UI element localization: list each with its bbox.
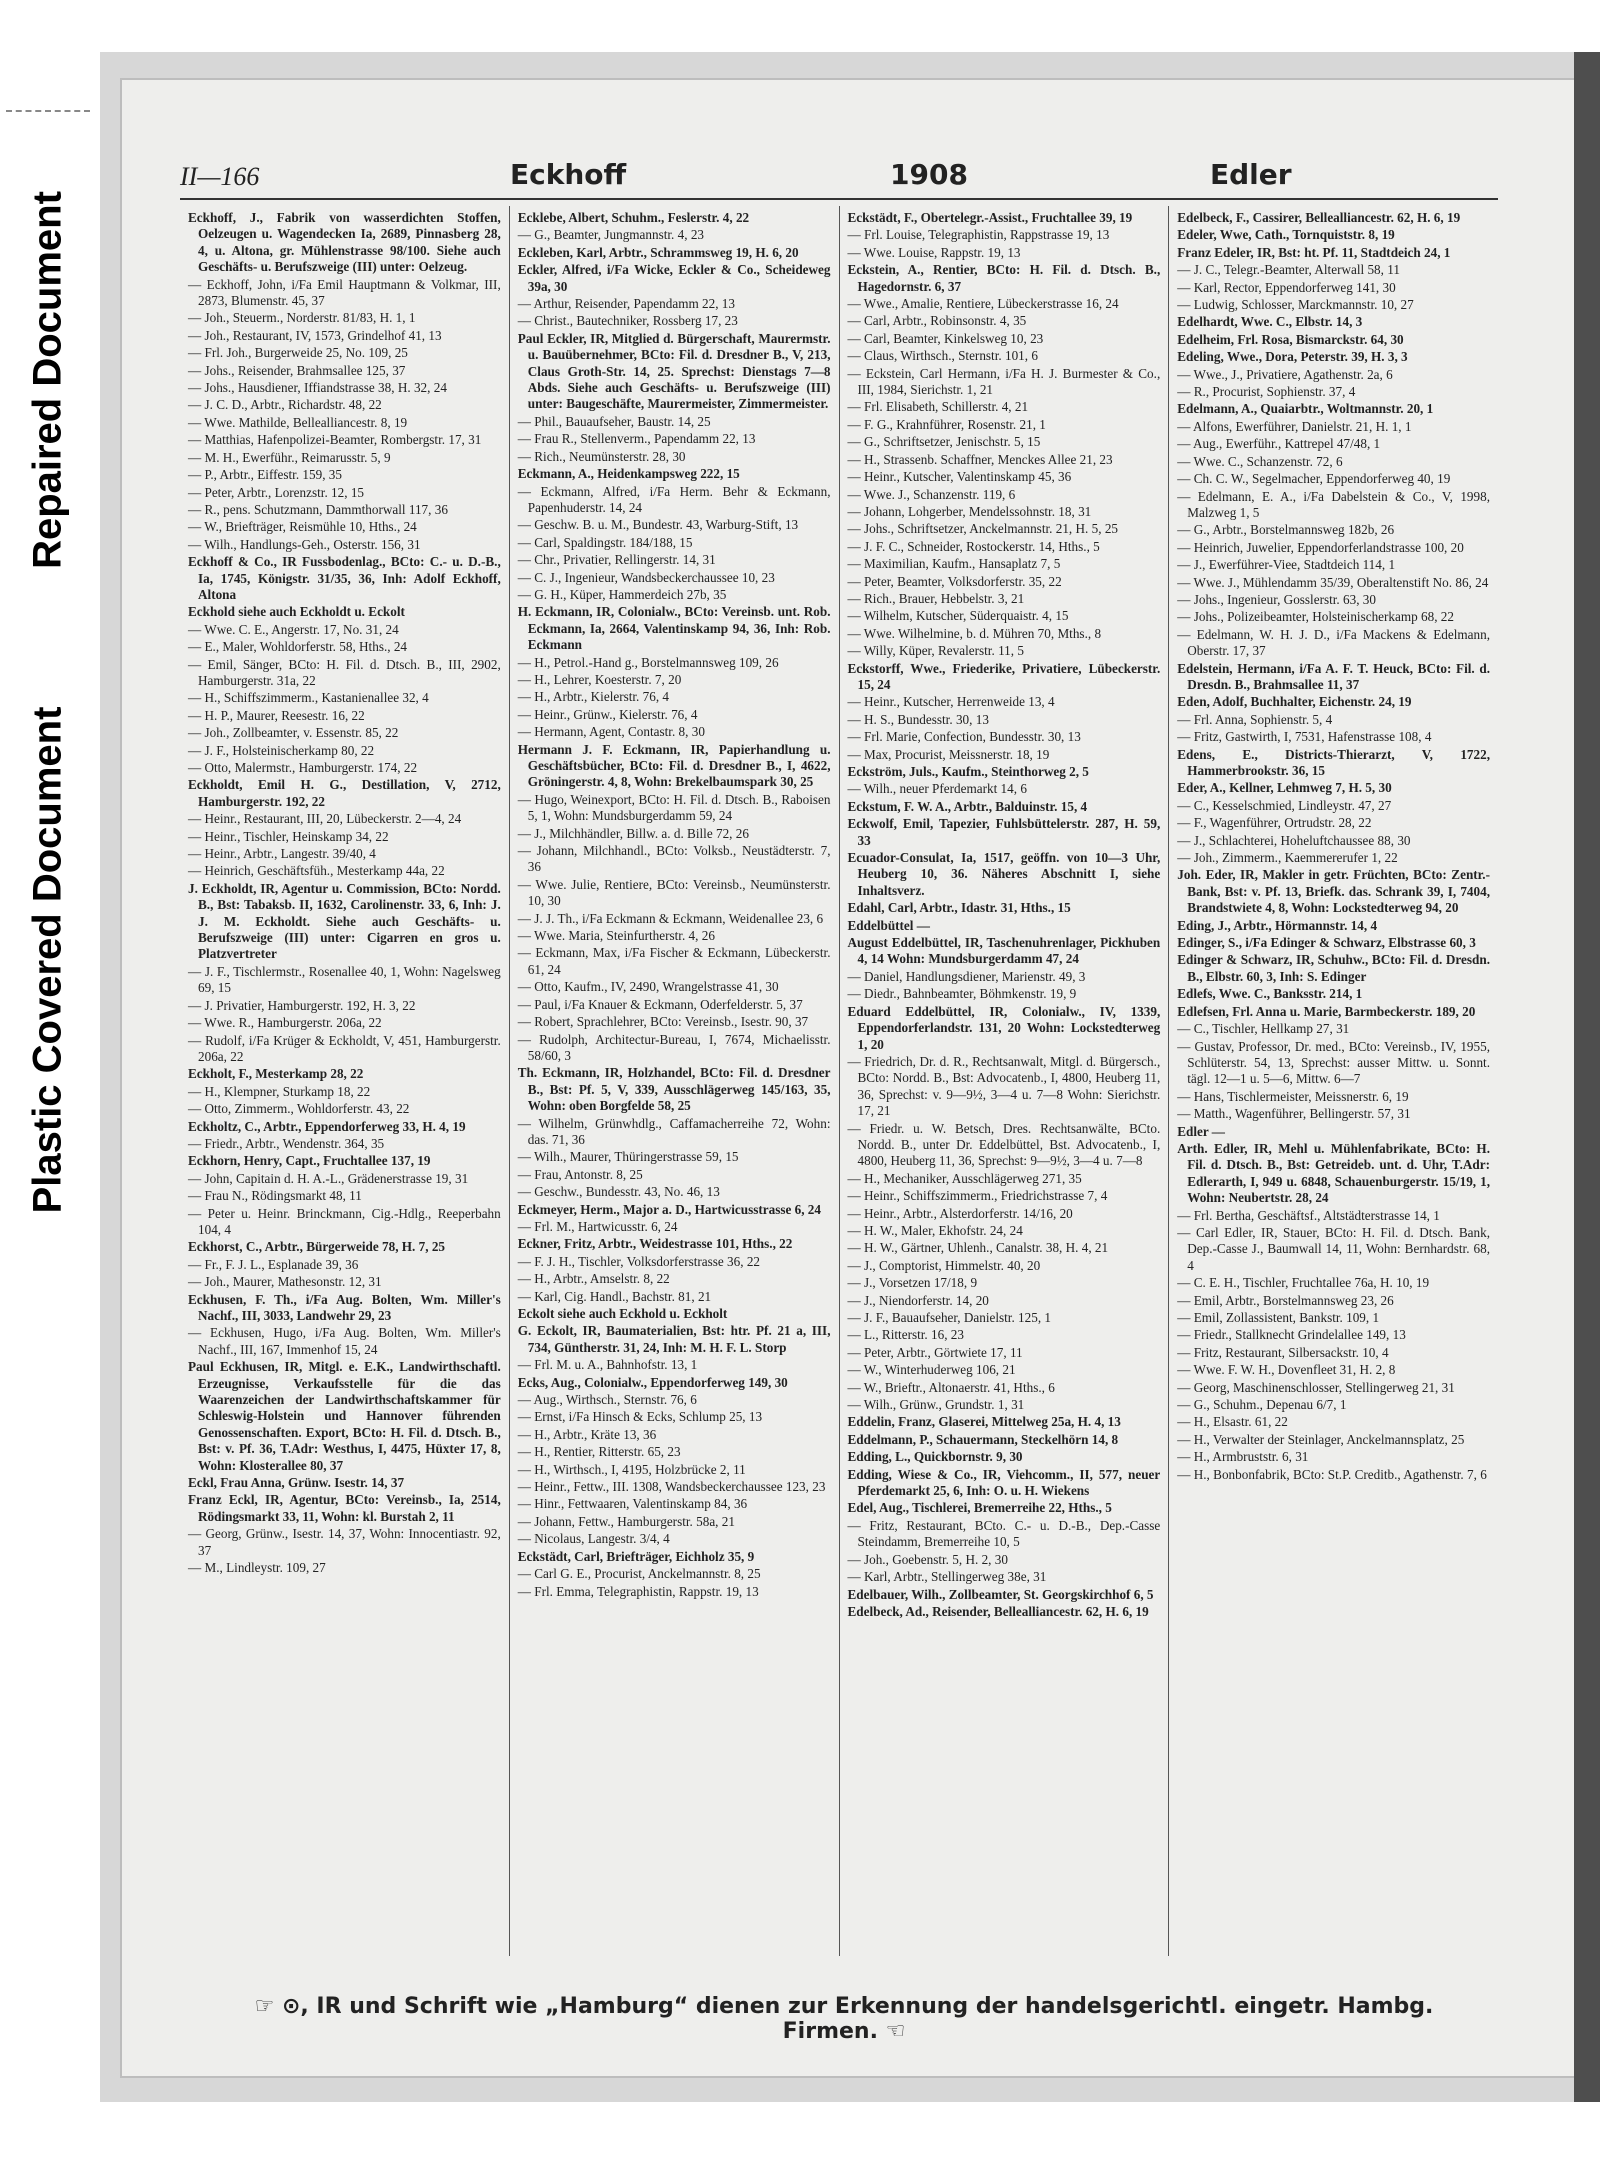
- directory-entry: — Geschw., Bundesstr. 43, No. 46, 13: [517, 1184, 720, 1200]
- directory-entry: Eckwolf, Emil, Tapezier, Fuhlsbüttelerstr. 287, H. 59, 33: [847, 816, 1161, 848]
- directory-entry: — John, Capitain d. H. A.-L., Grädenerstrasse 19, 31: [188, 1170, 469, 1186]
- directory-entry: Edel, Aug., Tischlerei, Bremerreihe 22, Hths., 5: [847, 1500, 1112, 1516]
- column-4: [1169, 206, 1498, 1956]
- column-2: [510, 206, 840, 1956]
- directory-entry: — Wilh., Maurer, Thüringerstrasse 59, 15: [517, 1149, 739, 1165]
- directory-entry: — Otto, Malermstr., Hamburgerstr. 174, 22: [188, 760, 418, 775]
- directory-entry: — J., Schlachterei, Hoheluftchaussee 88, 30: [1177, 832, 1411, 848]
- directory-entry: Eckholtz, C., Arbtr., Eppendorferweg 33, H. 4, 19: [188, 1118, 466, 1134]
- directory-entry: — H., Elsastr. 61, 22: [1177, 1414, 1288, 1430]
- directory-entry: Edlefsen, Frl. Anna u. Marie, Barmbeckerstr. 189, 20: [1177, 1003, 1476, 1019]
- directory-entry: — Karl, Cig. Handl., Bachstr. 81, 21: [517, 1288, 712, 1304]
- directory-entry: August Eddelbüttel, IR, Taschenuhrenlager, Pickhuben 4, 14 Wohn: Mundsburgerdamm 47, 24: [847, 935, 1161, 967]
- directory-entry: — J. J. Th., i/Fa Eckmann & Eckmann, Weidenallee 23, 6: [517, 910, 824, 926]
- directory-entry: — Rudolf, i/Fa Krüger & Eckholdt, V, 451, Hamburgerstr. 206a, 22: [188, 1032, 501, 1064]
- directory-entry: — H., Wirthsch., I, 4195, Holzbrücke 2, 11: [517, 1461, 746, 1477]
- directory-entry: — Edelmann, W. H. J. D., i/Fa Mackens & Edelmann, Oberstr. 17, 37: [1177, 626, 1490, 659]
- directory-entry: — Eckstein, Carl Hermann, i/Fa H. J. Burmester & Co., III, 1984, Sierichstr. 1, 21: [847, 365, 1161, 398]
- directory-entry: — Emil, Arbtr., Borstelmannsweg 23, 26: [1177, 1292, 1394, 1308]
- directory-entry: Eddelmann, P., Schauermann, Steckelhörn 14, 8: [847, 1431, 1119, 1447]
- directory-entry: — Frl. Anna, Sophienstr. 5, 4: [1177, 711, 1333, 727]
- directory-entry: — Heinrich, Juwelier, Eppendorferlandstrasse 100, 20: [1177, 539, 1464, 555]
- directory-entry: Edding, L., Quickbornstr. 9, 30: [847, 1449, 1023, 1465]
- directory-entry: — Emil, Sänger, BCto: H. Fil. d. Dtsch. B., III, 2902, Hamburgerstr. 31a, 22: [188, 656, 501, 688]
- directory-entry: — Wwe. Julie, Rentiere, BCto: Vereinsb., Neumünsterstr. 10, 30: [517, 876, 831, 909]
- directory-entry: — Frl. M. u. A., Bahnhofstr. 13, 1: [517, 1357, 698, 1373]
- directory-columns: [180, 206, 1498, 1956]
- directory-entry: — Joh., Zollbeamter, v. Essenstr. 85, 22: [188, 725, 399, 741]
- directory-entry: Eckmann, A., Heidenkampsweg 222, 15: [517, 466, 740, 482]
- directory-entry: — Heinr., Restaurant, III, 20, Lübeckerstr. 2—4, 24: [188, 811, 462, 827]
- directory-entry: — Wwe. J., Mühlendamm 35/39, Oberaltenstift No. 86, 24: [1177, 574, 1489, 590]
- directory-page: [120, 78, 1578, 2078]
- directory-entry: — Rich., Brauer, Hebbelstr. 3, 21: [847, 590, 1025, 606]
- directory-entry: — W., Winterhuderweg 106, 21: [847, 1362, 1016, 1378]
- directory-entry: — Frl. Louise, Telegraphistin, Rappstrasse 19, 13: [847, 227, 1110, 243]
- page-edge-shadow: [1574, 52, 1600, 2102]
- cut-line: [6, 110, 90, 114]
- directory-entry: — Wwe. Wilhelmine, b. d. Mühren 70, Mths., 8: [847, 625, 1102, 641]
- directory-entry: Edelmann, A., Quaiarbtr., Woltmannstr. 20, 1: [1177, 401, 1434, 417]
- directory-entry: Eckhoff, J., Fabrik von wasserdichten Stoffen, Oelzeugen u. Wagendecken Ia, 2689, Pinnasberg 28, 4, u. Altona, gr. Mühlenstrasse 98/100. Siehe auch Geschäfts- u. Berufszweige (III) unter: Oelzeug.: [188, 210, 501, 275]
- directory-entry: — Alfons, Ewerführer, Danielstr. 21, H. 1, 1: [1177, 418, 1412, 434]
- directory-entry: — Wwe. C., Schanzenstr. 72, 6: [1177, 453, 1343, 469]
- directory-entry: — H., Arbtr., Kräte 13, 36: [517, 1426, 657, 1442]
- directory-entry: Edlefs, Wwe. C., Banksstr. 214, 1: [1177, 986, 1363, 1002]
- directory-entry: — Johs., Hausdiener, Iffiandstrasse 38, H. 32, 24: [188, 380, 447, 396]
- directory-entry: — Paul, i/Fa Knauer & Eckmann, Oderfelderstr. 5, 37: [517, 996, 803, 1012]
- directory-entry: Ecks, Aug., Colonialw., Eppendorferweg 149, 30: [517, 1374, 788, 1390]
- directory-entry: — Friedrich, Dr. d. R., Rechtsanwalt, Mitgl. d. Bürgersch., BCto: Nordd. B., Bst: Advocatenb., I, 4800, Heuberg 11, 36, Sprechst: v. 9—9½, 3—4 u. 7—8 Wohn: Sierichstr. 17, 21: [847, 1053, 1161, 1119]
- directory-entry: — Daniel, Handlungsdiener, Marienstr. 49, 3: [847, 968, 1086, 984]
- directory-entry: — H., Petrol.-Hand g., Borstelmannsweg 109, 26: [517, 654, 779, 670]
- directory-entry: — Wilhelm, Grünwhdlg., Caffamacherreihe 72, Wohn: das. 71, 36: [517, 1115, 831, 1147]
- side-strip: [0, 0, 96, 2177]
- directory-entry: Eckmeyer, Herm., Major a. D., Hartwicusstrasse 6, 24: [517, 1201, 821, 1217]
- directory-entry: — J., Comptorist, Himmelstr. 40, 20: [847, 1257, 1041, 1273]
- directory-entry: Edding, Wiese & Co., IR, Viehcomm., II, 577, neuer Pferdemarkt 25, 6, Inh: O. u. H. Wiekens: [847, 1466, 1161, 1499]
- directory-entry: — Heinr., Arbtr., Alsterdorferstr. 14/16, 20: [847, 1205, 1073, 1221]
- directory-entry: — Christ., Bautechniker, Rossberg 17, 23: [517, 313, 738, 329]
- directory-entry: Eckholdt, Emil H. G., Destillation, V, 2712, Hamburgerstr. 192, 22: [188, 777, 501, 809]
- directory-entry: Eckstädt, F., Obertelegr.-Assist., Fruchtallee 39, 19: [847, 210, 1133, 225]
- directory-entry: Eckstädt, Carl, Briefträger, Eichholz 35, 9: [517, 1548, 755, 1564]
- side-label-plastic-covered: Plastic Covered Document: [25, 706, 70, 1214]
- directory-entry: — Max, Procurist, Meissnerstr. 18, 19: [847, 746, 1050, 762]
- directory-entry: — Carl, Spaldingstr. 184/188, 15: [517, 534, 693, 550]
- directory-entry: — Heinr., Schiffszimmerm., Friedrichstrasse 7, 4: [847, 1188, 1108, 1204]
- directory-entry: — Wilh., Grünw., Grundstr. 1, 31: [847, 1397, 1025, 1413]
- directory-entry: G. Eckolt, IR, Baumaterialien, Bst: htr. Pf. 21 a, III, 734, Güntherstr. 31, 24, Inh: M. H. F. L. Storp: [517, 1323, 831, 1355]
- directory-entry: — Georg, Maschinenschlosser, Stellingerweg 21, 31: [1177, 1379, 1455, 1395]
- directory-entry: — Karl, Rector, Eppendorferweg 141, 30: [1177, 279, 1396, 295]
- directory-entry: — J. C., Telegr.-Beamter, Alterwall 58, 11: [1177, 262, 1400, 278]
- directory-entry: — Peter, Beamter, Volksdorferstr. 35, 22: [847, 573, 1062, 589]
- directory-entry: — Heinr., Kutscher, Herrenweide 13, 4: [847, 694, 1055, 710]
- directory-entry: Eding, J., Arbtr., Hörmannstr. 14, 4: [1177, 917, 1378, 933]
- directory-entry: Hermann J. F. Eckmann, IR, Papierhandlung u. Geschäftsbücher, BCto: Fil. d. Dresdner B., I, 4622, Gröningerstr. 4, 8, Wohn: Brekelbaumspark 30, 25: [517, 741, 831, 790]
- directory-entry: — Wwe. F. W. H., Dovenfleet 31, H. 2, 8: [1177, 1362, 1396, 1378]
- directory-entry: — G. H., Küper, Hammerdeich 27b, 35: [517, 586, 727, 602]
- directory-entry: Edelbauer, Wilh., Zollbeamter, St. Georgskirchhof 6, 5: [847, 1586, 1154, 1602]
- directory-entry: — Frl. Joh., Burgerweide 25, No. 109, 25: [188, 345, 408, 361]
- directory-entry: — Heinr., Tischler, Heinskamp 34, 22: [188, 828, 389, 844]
- directory-entry: H. Eckmann, IR, Colonialw., BCto: Vereinsb. unt. Rob. Eckmann, Ia, 2664, Valentinskamp 94, 36, Inh: Rob. Eckmann: [517, 604, 831, 653]
- directory-entry: — Friedr., Stallknecht Grindelallee 149, 13: [1177, 1327, 1406, 1343]
- directory-entry: — Gustav, Professor, Dr. med., BCto: Vereinsb., IV, 1955, Schlüterstr. 54, 13, Sprechst: ausser Mittw. u. Sonnt. tägl. 12—1 u. 5—6, Mittw. 6—7: [1177, 1038, 1490, 1087]
- directory-entry: — J., Ewerführer-Viee, Stadtdeich 114, 1: [1177, 557, 1396, 573]
- directory-entry: — Fritz, Gastwirth, I, 7531, Hafenstrasse 108, 4: [1177, 729, 1432, 745]
- scan-frame: [100, 52, 1600, 2102]
- directory-entry: — H., Verwalter der Steinlager, Anckelmannsplatz, 25: [1177, 1431, 1465, 1447]
- directory-entry: — Johann, Lohgerber, Mendelssohnstr. 18, 31: [847, 503, 1092, 519]
- directory-entry: — Johs., Polizeibeamter, Holsteinischerkamp 68, 22: [1177, 609, 1454, 625]
- directory-entry: — Frau, Antonstr. 8, 25: [517, 1166, 643, 1182]
- directory-entry: Eckl, Frau Anna, Grünw. Isestr. 14, 37: [188, 1475, 405, 1491]
- directory-entry: — Maximilian, Kaufm., Hansaplatz 7, 5: [847, 556, 1061, 572]
- directory-entry: — H. W., Maler, Ekhofstr. 24, 24: [847, 1222, 1023, 1238]
- directory-entry: — Wwe. J., Schanzenstr. 119, 6: [847, 486, 1016, 502]
- directory-entry: — Frl. Bertha, Geschäftsf., Altstädterstrasse 14, 1: [1177, 1207, 1440, 1223]
- directory-entry: — Hans, Tischlermeister, Meissnerstr. 6, 19: [1177, 1088, 1409, 1104]
- directory-entry: — Nicolaus, Langestr. 3/4, 4: [517, 1531, 670, 1547]
- running-head: [180, 158, 1498, 200]
- directory-entry: Eckleben, Karl, Arbtr., Schrammsweg 19, H. 6, 20: [517, 244, 799, 260]
- directory-entry: — G., Schuhm., Depenau 6/7, 1: [1177, 1397, 1347, 1413]
- directory-entry: Franz Edeler, IR, Bst: ht. Pf. 11, Stadtdeich 24, 1: [1177, 244, 1451, 260]
- directory-entry: — J. F., Bauaufseher, Danielstr. 125, 1: [847, 1310, 1052, 1325]
- directory-entry: — G., Arbtr., Borstelmannsweg 182b, 26: [1177, 522, 1395, 538]
- directory-entry: — Eckmann, Max, i/Fa Fischer & Eckmann, Lübeckerstr. 61, 24: [517, 945, 831, 977]
- directory-entry: Edelstein, Hermann, i/Fa A. F. T. Heuck, BCto: Fil. d. Dresdn. B., Brahmsallee 11, 37: [1177, 660, 1490, 692]
- directory-entry: — C., Kesselschmied, Lindleystr. 47, 27: [1177, 797, 1392, 813]
- directory-entry: Eckolt siehe auch Eckhold u. Eckholt: [517, 1306, 728, 1321]
- directory-entry: — H., Strassenb. Schaffner, Menckes Allee 21, 23: [847, 451, 1113, 467]
- column-3: [840, 206, 1170, 1956]
- page-number: II—166: [180, 162, 260, 191]
- directory-entry: — Carl G. E., Procurist, Anckelmannstr. 8, 25: [517, 1566, 761, 1582]
- directory-entry: — Johann, Fettw., Hamburgerstr. 58a, 21: [517, 1513, 735, 1529]
- directory-entry: — R., Procurist, Sophienstr. 37, 4: [1177, 384, 1356, 400]
- directory-entry: — Emil, Zollassistent, Bankstr. 109, 1: [1177, 1310, 1380, 1325]
- directory-entry: — Joh., Zimmerm., Kaemmererufer 1, 22: [1177, 850, 1398, 866]
- directory-entry: Paul Eckhusen, IR, Mitgl. e. E.K., Landwirthschaftl. Erzeugnisse, Verkaufsstelle für die das Waarenzeichen der Landwirthschaftskammer für Schleswig-Holstein und Hannover führenden Genossenschaften. Export, BCto: H. Fil. d. Dtsch. B., Bst: v. Pf. 36, T.Adr: Westhus, I, 4475, Hüxter 17, 8, Wohn: Klosterallee 80, 37: [188, 1359, 501, 1473]
- directory-entry: J. Eckholdt, IR, Agentur u. Commission, BCto: Nordd. B., Bst: Tabaksb. II, 1632, Carolinenstr. 33, 6, Inh: J. J. M. Eckholdt. Siehe auch Geschäfts- u. Berufszweige (III) unter: Cigarren en gros u. Platzvertreter: [188, 880, 501, 962]
- directory-entry: Edeling, Wwe., Dora, Peterstr. 39, H. 3, 3: [1177, 349, 1408, 365]
- directory-entry: Eckstein, A., Rentier, BCto: H. Fil. d. Dtsch. B., Hagedornstr. 6, 37: [847, 262, 1161, 294]
- directory-entry: — Wwe., J., Privatiere, Agathenstr. 2a, 6: [1177, 366, 1393, 382]
- directory-entry: Eckler, Alfred, i/Fa Wicke, Eckler & Co., Scheideweg 39a, 30: [517, 262, 831, 294]
- directory-entry: — Hinr., Fettwaaren, Valentinskamp 84, 36: [517, 1496, 748, 1512]
- directory-entry: Arth. Edler, IR, Mehl u. Mühlenfabrikate, BCto: H. Fil. d. Dtsch. B., Bst: Getreideb. unt. d. Uhr, T.Adr: Edlerarth, I, 949 u. 6848, Schauenburgerstr. 15/19, 1, Wohn: Neubertstr. 28, 24: [1177, 1140, 1490, 1206]
- directory-entry: — Aug., Wirthsch., Sternstr. 76, 6: [517, 1392, 697, 1408]
- directory-entry: — J. F. C., Schneider, Rostockerstr. 14, Hths., 5: [847, 538, 1100, 554]
- directory-entry: — Diedr., Bahnbeamter, Böhmkenstr. 19, 9: [847, 986, 1077, 1002]
- directory-entry: — F. J. H., Tischler, Volksdorferstrasse 36, 22: [517, 1253, 761, 1269]
- directory-entry: — H., Klempner, Sturkamp 18, 22: [188, 1083, 371, 1099]
- directory-entry: — G., Schriftsetzer, Jenischstr. 5, 15: [847, 434, 1041, 450]
- directory-entry: — Hermann, Agent, Contastr. 8, 30: [517, 724, 705, 740]
- directory-entry: — H., Arbtr., Kielerstr. 76, 4: [517, 689, 670, 705]
- directory-entry: — Friedr., Arbtr., Wendenstr. 364, 35: [188, 1135, 385, 1151]
- directory-entry: Ecuador-Consulat, Ia, 1517, geöffn. von 10—3 Uhr, Heuberg 10, 36. Näheres Abschnitt I, siehe Inhaltsverz.: [847, 850, 1161, 898]
- directory-entry: — Ludwig, Schlosser, Marckmannstr. 10, 27: [1177, 297, 1414, 313]
- directory-entry: — Arthur, Reisender, Papendamm 22, 13: [517, 296, 735, 312]
- directory-entry: — Johs., Schriftsetzer, Anckelmannstr. 21, H. 5, 25: [847, 521, 1119, 537]
- directory-entry: — Hugo, Weinexport, BCto: H. Fil. d. Dtsch. B., Raboisen 5, 1, Wohn: Mundsburgerdamm 59, 24: [517, 791, 831, 824]
- directory-entry: Th. Eckmann, IR, Holzhandel, BCto: Fil. d. Dresdner B., Bst: Pf. 5, V, 339, Ausschlägerweg 145/163, 35, Wohn: oben Borgfelde 58, 25: [517, 1065, 831, 1114]
- directory-entry: — Heinrich, Geschäftsfüh., Mesterkamp 44a, 22: [188, 863, 445, 879]
- directory-entry: — M., Lindleystr. 109, 27: [188, 1560, 326, 1576]
- directory-entry: — R., pens. Schutzmann, Dammthorwall 117, 36: [188, 501, 448, 517]
- directory-entry: — Frl. M., Hartwicusstr. 6, 24: [517, 1218, 678, 1234]
- directory-entry: — F., Wagenführer, Ortrudstr. 28, 22: [1177, 815, 1372, 831]
- directory-entry: — H., Mechaniker, Ausschlägerweg 271, 35: [847, 1170, 1082, 1186]
- directory-entry: — W., Briefträger, Reismühle 10, Hths., 24: [188, 519, 417, 535]
- directory-entry: — Matthias, Hafenpolizei-Beamter, Rombergstr. 17, 31: [188, 432, 482, 448]
- directory-entry: — Joh., Maurer, Mathesonstr. 12, 31: [188, 1274, 382, 1290]
- directory-entry: — Wwe. R., Hamburgerstr. 206a, 22: [188, 1015, 382, 1031]
- directory-entry: — Eckhusen, Hugo, i/Fa Aug. Bolten, Wm. Miller's Nachf., III, 167, Immenhof 15, 24: [188, 1325, 501, 1357]
- directory-entry: Eden, Adolf, Buchhalter, Eichenstr. 24, 19: [1177, 694, 1412, 710]
- directory-entry: Joh. Eder, IR, Makler in getr. Früchten, BCto: Zentr.-Bank, Bst: v. Pf. 13, Briefk. das. Schrank 39, I, 7404, Brandstwiete 4, 8, Wohn: Lockstedterweg 94, 20: [1177, 867, 1490, 916]
- directory-entry: Ecklebe, Albert, Schuhm., Feslerstr. 4, 22: [517, 210, 750, 225]
- directory-entry: Eckhorst, C., Arbtr., Bürgerweide 78, H. 7, 25: [188, 1239, 446, 1255]
- directory-entry: — J., Milchhändler, Billw. a. d. Bille 72, 26: [517, 825, 749, 841]
- directory-entry: — Eckmann, Alfred, i/Fa Herm. Behr & Eckmann, Papenhuderstr. 14, 24: [517, 483, 831, 515]
- directory-entry: — Fritz, Restaurant, BCto. C.- u. D.-B., Dep.-Casse Steindamm, Bremerreihe 10, 5: [847, 1517, 1161, 1550]
- directory-entry: — Johs., Reisender, Brahmsallee 125, 37: [188, 362, 406, 378]
- directory-entry: — Edelmann, E. A., i/Fa Dabelstein & Co., V, 1998, Malzweg 1, 5: [1177, 488, 1490, 520]
- directory-entry: Eddelbüttel —: [847, 917, 930, 933]
- directory-entry: — Wwe. Maria, Steinfurtherstr. 4, 26: [517, 928, 715, 944]
- directory-entry: Edelheim, Frl. Rosa, Bismarckstr. 64, 30: [1177, 331, 1404, 347]
- directory-entry: Edeler, Wwe, Cath., Tornquiststr. 8, 19: [1177, 227, 1395, 243]
- column-1: [180, 206, 510, 1956]
- directory-entry: Edelbeck, Ad., Reisender, Bellealliancestr. 62, H. 6, 19: [847, 1603, 1149, 1619]
- directory-entry: Edelbeck, F., Cassirer, Bellealliancestr. 62, H. 6, 19: [1177, 210, 1461, 225]
- directory-entry: — Phil., Bauaufseher, Baustr. 14, 25: [517, 413, 711, 429]
- directory-entry: — Rudolph, Architectur-Bureau, I, 7674, Michaelisstr. 58/60, 3: [517, 1031, 831, 1063]
- directory-entry: — Heinr., Kutscher, Valentinskamp 45, 36: [847, 469, 1072, 485]
- directory-entry: — P., Arbtr., Eiffestr. 159, 35: [188, 467, 342, 483]
- directory-entry: — Peter, Arbtr., Lorenzstr. 12, 15: [188, 484, 365, 500]
- directory-entry: Edler —: [1177, 1123, 1225, 1139]
- directory-entry: — Karl, Arbtr., Stellingerweg 38e, 31: [847, 1569, 1047, 1585]
- directory-entry: Edens, E., Districts-Thierarzt, V, 1722, Hammerbrookstr. 36, 15: [1177, 746, 1490, 778]
- directory-entry: — Matth., Wagenführer, Bellingerstr. 57, 31: [1177, 1106, 1411, 1122]
- directory-entry: — Willy, Küper, Revalerstr. 11, 5: [847, 643, 1024, 659]
- directory-entry: — Joh., Restaurant, IV, 1573, Grindelhof 41, 13: [188, 327, 442, 343]
- directory-entry: — Ernst, i/Fa Hinsch & Ecks, Schlump 25, 13: [517, 1409, 763, 1425]
- directory-entry: — F. G., Krahnführer, Rosenstr. 21, 1: [847, 416, 1046, 432]
- directory-entry: — Wwe. Louise, Rappstr. 19, 13: [847, 244, 1021, 260]
- directory-entry: — J. F., Holsteinischerkamp 80, 22: [188, 742, 375, 758]
- directory-entry: Eckstum, F. W. A., Arbtr., Balduinstr. 15, 4: [847, 798, 1088, 814]
- directory-entry: — Wwe. C. E., Angerstr. 17, No. 31, 24: [188, 621, 399, 637]
- directory-entry: Franz Eckl, IR, Agentur, BCto: Vereinsb., Ia, 2514, Rödingsmarkt 33, 11, Wohn: kl. Burstah 2, 11: [188, 1492, 501, 1524]
- directory-entry: — Fritz, Restaurant, Silbersackstr. 10, 4: [1177, 1344, 1389, 1360]
- left-keyword: Eckhoff: [510, 158, 627, 191]
- directory-entry: — H. P., Maurer, Reesestr. 16, 22: [188, 707, 365, 723]
- directory-entry: — J. C. D., Arbtr., Richardstr. 48, 22: [188, 397, 382, 413]
- directory-entry: — J. F., Tischlermstr., Rosenallee 40, 1, Wohn: Nagelsweg 69, 15: [188, 963, 501, 996]
- directory-entry: — C., Tischler, Hellkamp 27, 31: [1177, 1021, 1350, 1037]
- footer-note: ☞ ⊙, IR und Schrift wie „Hamburg“ dienen zur Erkennung der handelsgerichtl. eingetr. Hambg. Firmen. ☜: [254, 1994, 1434, 2044]
- directory-entry: — Robert, Sprachlehrer, BCto: Vereinsb., Isestr. 90, 37: [517, 1014, 809, 1030]
- directory-entry: — J. Privatier, Hamburgerstr. 192, H. 3, 22: [188, 997, 416, 1013]
- directory-entry: Eckholt, F., Mesterkamp 28, 22: [188, 1066, 364, 1082]
- directory-entry: Eckhusen, F. Th., i/Fa Aug. Bolten, Wm. Miller's Nachf., III, 3033, Landwehr 29, 23: [188, 1291, 501, 1323]
- directory-entry: — Heinr., Arbtr., Langestr. 39/40, 4: [188, 846, 376, 862]
- directory-entry: — Frau N., Rödingsmarkt 48, 11: [188, 1188, 362, 1204]
- directory-entry: Eckhorn, Henry, Capt., Fruchtallee 137, 19: [188, 1153, 431, 1169]
- directory-entry: Paul Eckler, IR, Mitglied d. Bürgerschaft, Maurermstr. u. Bauübernehmer, BCto: Fil. d. Dresdner B., V, 213, Claus Groth-Str. 14, 25. Sprechst: Dienstags 7—8 Abds. Siehe auch Geschäfts- u. Berufszweige (III) unter: Baugeschäfte, Maurermeister, Zimmermeister.: [517, 330, 831, 412]
- directory-entry: — Rich., Neumünsterstr. 28, 30: [517, 448, 686, 464]
- directory-entry: — Carl, Arbtr., Robinsonstr. 4, 35: [847, 313, 1027, 329]
- directory-entry: Eder, A., Kellner, Lehmweg 7, H. 5, 30: [1177, 780, 1392, 796]
- directory-entry: Edinger, S., i/Fa Edinger & Schwarz, Elbstrasse 60, 3: [1177, 935, 1476, 951]
- directory-entry: — Wwe. Mathilde, Bellealliancestr. 8, 19: [188, 414, 408, 430]
- directory-entry: Eckhold siehe auch Eckholdt u. Eckolt: [188, 604, 405, 620]
- directory-entry: — H., Schiffszimmerm., Kastanienallee 32, 4: [188, 690, 429, 706]
- directory-entry: — Wilhelm, Kutscher, Süderquaistr. 4, 15: [847, 608, 1069, 624]
- year: 1908: [890, 158, 968, 191]
- directory-entry: — H., Rentier, Ritterstr. 65, 23: [517, 1444, 681, 1460]
- directory-entry: — Joh., Goebenstr. 5, H. 2, 30: [847, 1551, 1008, 1567]
- side-label-repaired: Repaired Document: [25, 191, 70, 569]
- directory-entry: — Frl. Elisabeth, Schillerstr. 4, 21: [847, 399, 1029, 415]
- directory-entry: Edelhardt, Wwe. C., Elbstr. 14, 3: [1177, 314, 1363, 330]
- directory-entry: — Joh., Steuerm., Norderstr. 81/83, H. 1, 1: [188, 310, 416, 326]
- directory-entry: — C. E. H., Tischler, Fruchtallee 76a, H. 10, 19: [1177, 1275, 1430, 1291]
- directory-entry: — M. H., Ewerführ., Reimarusstr. 5, 9: [188, 449, 391, 465]
- directory-entry: — Frl. Emma, Telegraphistin, Rappstr. 19, 13: [517, 1583, 759, 1599]
- right-keyword: Edler: [1210, 158, 1292, 191]
- directory-entry: Eddelin, Franz, Glaserei, Mittelweg 25a, H. 4, 13: [847, 1414, 1121, 1430]
- directory-entry: — Carl, Beamter, Kinkelsweg 10, 23: [847, 330, 1044, 346]
- directory-entry: — Frl. Marie, Confection, Bundesstr. 30, 13: [847, 729, 1081, 745]
- directory-entry: — Frau R., Stellenverm., Papendamm 22, 13: [517, 431, 756, 447]
- directory-entry: — Peter u. Heinr. Brinckmann, Cig.-Hdlg., Reeperbahn 104, 4: [188, 1205, 501, 1237]
- directory-entry: — H. S., Bundesstr. 30, 13: [847, 711, 989, 727]
- directory-entry: — L., Ritterstr. 16, 23: [847, 1327, 964, 1343]
- directory-entry: — Eckhoff, John, i/Fa Emil Hauptmann & Volkmar, III, 2873, Blumenstr. 45, 37: [188, 276, 501, 309]
- directory-entry: — E., Maler, Wohldorferstr. 58, Hths., 24: [188, 639, 408, 655]
- directory-entry: — H. W., Gärtner, Uhlenh., Canalstr. 38, H. 4, 21: [847, 1240, 1109, 1256]
- directory-entry: Eckström, Juls., Kaufm., Steinthorweg 2, 5: [847, 764, 1089, 779]
- directory-entry: Edahl, Carl, Arbtr., Idastr. 31, Hths., 15: [847, 900, 1071, 916]
- directory-entry: — Friedr. u. W. Betsch, Dres. Rechtsanwälte, BCto. Nordd. B., unter Dr. Eddelbüttel, Bst. Advocatenb., I, 4800, Heuberg 11, 36, Sprechst: 9—9½, 3—4 u. 7—8: [847, 1120, 1161, 1169]
- directory-entry: — Wilh., neuer Pferdemarkt 14, 6: [847, 781, 1027, 797]
- directory-entry: Eduard Eddelbüttel, IR, Colonialw., IV, 1339, Eppendorferlandstr. 131, 20 Wohn: Lockstedterweg 1, 20: [847, 1003, 1161, 1052]
- directory-entry: — C. J., Ingenieur, Wandsbeckerchaussee 10, 23: [517, 569, 775, 585]
- directory-entry: — Fr., F. J. L., Esplanade 39, 36: [188, 1256, 359, 1272]
- directory-entry: — Georg, Grünw., Isestr. 14, 37, Wohn: Innocentiastr. 92, 37: [188, 1526, 501, 1558]
- directory-entry: — H., Arbtr., Amselstr. 8, 22: [517, 1271, 670, 1287]
- directory-entry: — Heinr., Fettw., III. 1308, Wandsbeckerchaussee 123, 23: [517, 1479, 826, 1495]
- directory-entry: — Wwe., Amalie, Rentiere, Lübeckerstrasse 16, 24: [847, 296, 1119, 312]
- directory-entry: — H., Armbruststr. 6, 31: [1177, 1449, 1309, 1465]
- directory-entry: — H., Lehrer, Koesterstr. 7, 20: [517, 671, 682, 687]
- directory-entry: — Chr., Privatier, Rellingerstr. 14, 31: [517, 552, 716, 568]
- directory-entry: — Geschw. B. u. M., Bundestr. 43, Warburg-Stift, 13: [517, 517, 799, 533]
- directory-entry: — J., Vorsetzen 17/18, 9: [847, 1275, 978, 1291]
- directory-entry: Eckhoff & Co., IR Fussbodenlag., BCto: C.- u. D.-B., Ia, 1745, Königstr. 31/35, 36, Inh: Adolf Eckhoff, Altona: [188, 554, 501, 602]
- directory-entry: — Otto, Zimmerm., Wohldorferstr. 43, 22: [188, 1101, 410, 1117]
- directory-entry: — G., Beamter, Jungmannstr. 4, 23: [517, 227, 705, 243]
- directory-entry: — Johs., Ingenieur, Gosslerstr. 63, 30: [1177, 591, 1376, 607]
- directory-entry: — Aug., Ewerführ., Kattrepel 47/48, 1: [1177, 436, 1381, 452]
- directory-entry: — J., Niendorferstr. 14, 20: [847, 1292, 989, 1308]
- directory-entry: — H., Bonbonfabrik, BCto: St.P. Creditb., Agathenstr. 7, 6: [1177, 1466, 1487, 1482]
- directory-entry: — Carl Edler, IR, Stauer, BCto: H. Fil. d. Dtsch. Bank, Dep.-Casse J., Baumwall 14, 11, Wohn: Bernhardstr. 68, 4: [1177, 1224, 1490, 1273]
- directory-entry: — Otto, Kaufm., IV, 2490, Wrangelstrasse 41, 30: [517, 979, 779, 995]
- directory-entry: Edinger & Schwarz, IR, Schuhw., BCto: Fil. d. Dresdn. B., Elbstr. 60, 3, Inh: S. Edinger: [1177, 952, 1490, 984]
- directory-entry: — W., Brieftr., Altonaerstr. 41, Hths., 6: [847, 1379, 1055, 1395]
- directory-entry: — Johann, Milchhandl., BCto: Volksb., Neustädterstr. 7, 36: [517, 843, 831, 875]
- directory-entry: Eckstorff, Wwe., Friederike, Privatiere, Lübeckerstr. 15, 24: [847, 660, 1161, 692]
- directory-entry: — Wilh., Handlungs-Geh., Osterstr. 156, 31: [188, 536, 421, 552]
- directory-entry: — Heinr., Grünw., Kielerstr. 76, 4: [517, 706, 698, 722]
- directory-entry: — Peter, Arbtr., Görtwiete 17, 11: [847, 1344, 1023, 1360]
- directory-entry: — Claus, Wirthsch., Sternstr. 101, 6: [847, 348, 1038, 364]
- directory-entry: Eckner, Fritz, Arbtr., Weidestrasse 101, Hths., 22: [517, 1236, 793, 1252]
- directory-entry: — Ch. C. W., Segelmacher, Eppendorferweg 40, 19: [1177, 471, 1451, 487]
